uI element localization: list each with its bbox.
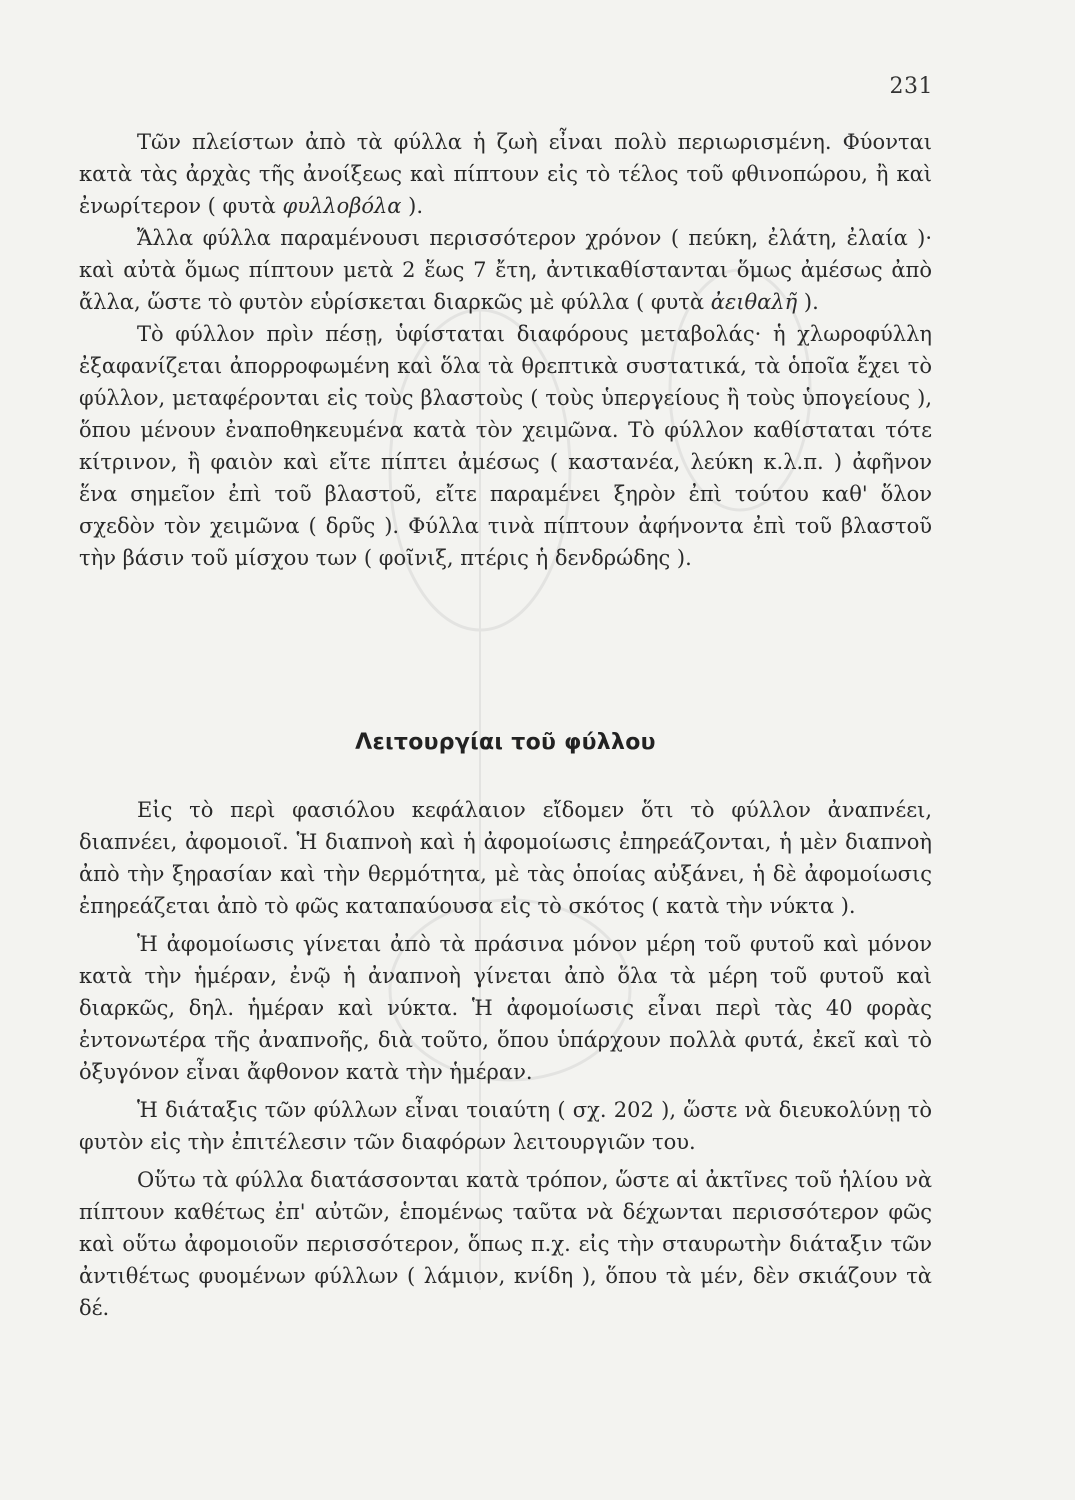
paragraph-text: ). [797,290,819,314]
paragraph-leaf-fall: Τὸ φύλλον πρὶν πέσῃ, ὑφίσταται διαφόρους μεταβολάς· ἡ χλωροφύλλη ἐξαφανίζεται ἀπορροφωμένη καὶ ὅλα τὰ θρεπτικὰ συστατικά, τὰ ὁποῖα ἔχει τὸ φύλλον, μεταφέρονται εἰς τοὺς βλαστοὺς ( τοὺς ὑπεργείους ἢ τοὺς ὑπογείους ), ὅπου μένουν ἐναποθηκευμένα κατὰ τὸν χειμῶνα. Τὸ φύλλον καθίσταται τότε κίτρινον, ἢ φαιὸν καὶ εἴτε πίπτει ἀμέσως ( καστανέα, λεύκη κ.λ.π. ) ἀφῆνον ἕνα σημεῖον ἐπὶ τοῦ βλαστοῦ, εἴτε παραμένει ξηρὸν ἐπὶ τούτου καθ' ὅλον σχεδὸν τὸν χειμῶνα ( δρῦς ). Φύλλα τινὰ πίπτουν ἀφήνοντα ἐπὶ τοῦ βλαστοῦ τὴν βάσιν τοῦ μίσχου των ( φοῖνιξ, πτέρις ἡ δενδρώδης ). [79,322,932,570]
paragraph-leaf-arrangement: Ἡ διάταξις τῶν φύλλων εἶναι τοιαύτη ( σχ. 202 ), ὥστε νὰ διευκολύνῃ τὸ φυτὸν εἰς τὴν ἐπιτέλεσιν τῶν διαφόρων λειτουργιῶν του. [79,1098,932,1154]
page-number: 231 [889,74,933,99]
paragraph-evergreen [79,222,932,318]
paragraph-deciduous [79,126,932,222]
italic-term-evergreen: ἀειθαλῆ [710,290,798,314]
paragraph-sunlight: Οὕτω τὰ φύλλα διατάσσονται κατὰ τρόπον, ὥστε αἱ ἀκτῖνες τοῦ ἡλίου νὰ πίπτουν καθέτως ἐπ' αὐτῶν, ἑπομένως ταῦτα νὰ δέχωνται περισσότερον φῶς καὶ οὕτω ἀφομοιοῦν περισσότερον, ὅπως π.χ. εἰς τὴν σταυρωτὴν διάταξιν τῶν ἀντιθέτως φυομένων φύλλων ( λάμιον, κνίδη ), ὅπου τὰ μέν, δὲν σκιάζουν τὰ δέ. [79,1168,932,1320]
paragraph-text: Τῶν πλείστων ἀπὸ τὰ φύλλα ἡ ζωὴ εἶναι πολὺ περιωρισμένη. Φύονται κατὰ τὰς ἀρχὰς τῆς ἀνοίξεως καὶ πίπτουν εἰς τὸ τέλος τοῦ φθινοπώρου, ἢ καὶ ἐνωρίτερον ( φυτὰ [79,130,932,218]
intro-text-block [79,126,932,574]
paragraph-assimilation: Ἡ ἀφομοίωσις γίνεται ἀπὸ τὰ πράσινα μόνον μέρη τοῦ φυτοῦ καὶ μόνον κατὰ τὴν ἡμέραν, ἐνῷ ἡ ἀναπνοὴ γίνεται ἀπὸ ὅλα τὰ μέρη τοῦ φυτοῦ καὶ διαρκῶς, δηλ. ἡμέραν καὶ νύκτα. Ἡ ἀφομοίωσις εἶναι περὶ τὰς 40 φορὰς ἐντονωτέρα τῆς ἀναπνοῆς, διὰ τοῦτο, ὅπου ὑπάρχουν πολλὰ φυτά, ἐκεῖ καὶ τὸ ὀξυγόνον εἶναι ἄφθονον κατὰ τὴν ἡμέραν. [79,932,932,1084]
paragraph-text: Ἄλλα φύλλα παραμένουσι περισσότερον χρόνον ( πεύκη, ἐλάτη, ἐλαία )· καὶ αὐτὰ ὅμως πίπτουν μετὰ 2 ἕως 7 ἔτη, ἀντικαθίστανται ὅμως ἀμέσως ἀπὸ ἄλλα, ὥστε τὸ φυτὸν εὑρίσκεται διαρκῶς μὲ φύλλα ( φυτὰ [79,226,932,314]
section-heading: Λειτουργίαι τοῦ φύλλου [355,730,656,755]
functions-text-block [79,794,932,1324]
italic-term-deciduous: φυλλοβόλα [282,194,402,218]
paragraph-respiration: Εἰς τὸ περὶ φασιόλου κεφάλαιον εἴδομεν ὅτι τὸ φύλλον ἀναπνέει, διαπνέει, ἀφομοιοῖ. Ἡ διαπνοὴ καὶ ἡ ἀφομοίωσις ἐπηρεάζονται, ἡ μὲν διαπνοὴ ἀπὸ τὴν ξηρασίαν καὶ τὴν θερμότητα, μὲ τὰς ὁποίας αὐξάνει, ἡ δὲ ἀφομοίωσις ἐπηρεάζεται ἀπὸ τὸ φῶς καταπαύουσα εἰς τὸ σκότος ( κατὰ τὴν νύκτα ). [79,798,932,918]
paragraph-text: ). [401,194,424,218]
